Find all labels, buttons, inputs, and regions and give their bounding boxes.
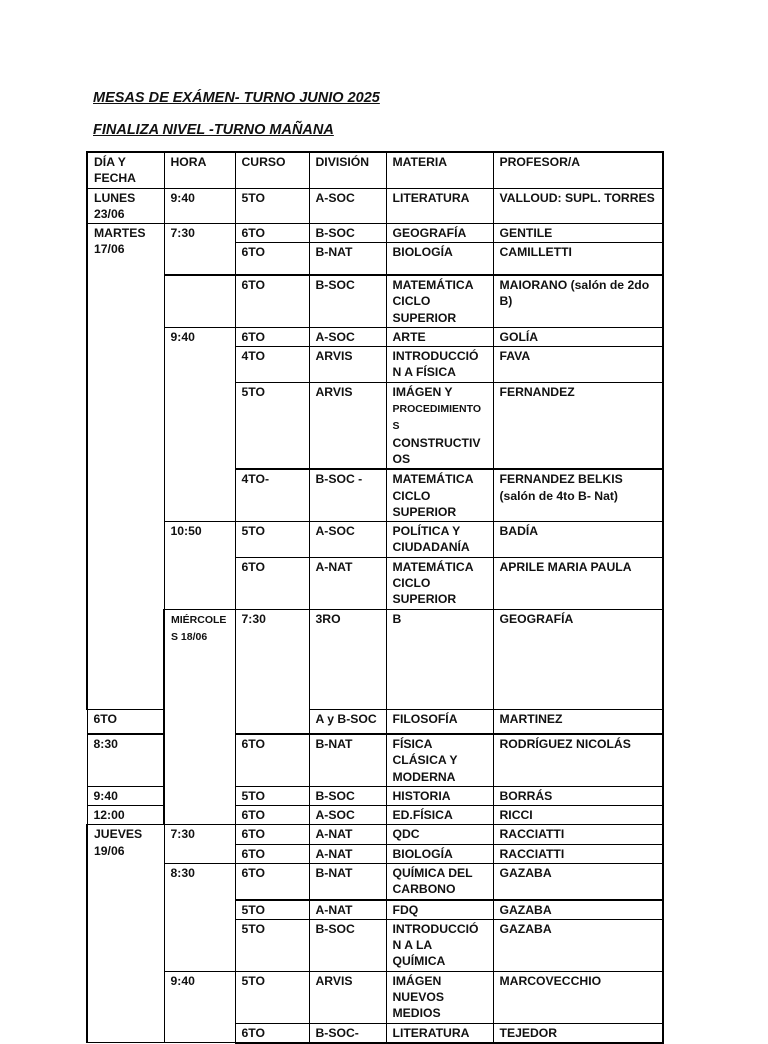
- header-cell-curso: CURSO: [235, 152, 309, 188]
- materia-cell: BIOLOGÍA: [386, 844, 493, 863]
- materia-cell: LITERATURA: [386, 1023, 493, 1043]
- division-cell: B-SOC-: [309, 1023, 386, 1043]
- materia-cell: IMÁGEN NUEVOS MEDIOS: [386, 971, 493, 1023]
- division-cell: B-SOC: [309, 919, 386, 971]
- curso-cell: 6TO: [235, 327, 309, 346]
- curso-cell: 5TO: [235, 522, 309, 558]
- division-cell: ARVIS: [309, 971, 386, 1023]
- division-cell: A y B-SOC: [309, 710, 386, 734]
- division-cell: A-SOC: [309, 327, 386, 346]
- curso-cell: 6TO: [235, 1023, 309, 1043]
- materia-cell: INTRODUCCIÓN A FÍSICA: [386, 347, 493, 383]
- division-cell: B-SOC: [309, 786, 386, 805]
- profesor-cell: BORRÁS: [493, 786, 663, 805]
- materia-cell: LITERATURA: [386, 188, 493, 224]
- header-cell-profesor: PROFESOR/A: [493, 152, 663, 188]
- materia-cell: ARTE: [386, 327, 493, 346]
- hora-cell: 9:40: [164, 188, 235, 224]
- curso-cell: 4TO: [235, 347, 309, 383]
- division-cell: A-NAT: [309, 825, 386, 844]
- curso-cell: 6TO: [235, 224, 309, 243]
- curso-cell: 5TO: [235, 188, 309, 224]
- curso-cell: 4TO-: [235, 469, 309, 521]
- hora-cell: 8:30: [164, 863, 235, 971]
- materia-cell: HISTORIA: [386, 786, 493, 805]
- day-name: MIÉRCOLES 18/06: [171, 613, 227, 643]
- division-cell: A-NAT: [309, 844, 386, 863]
- hora-cell: 9:40: [164, 971, 235, 1043]
- table-row: [87, 522, 663, 558]
- profesor-cell: APRILE MARIA PAULA: [493, 557, 663, 609]
- hora-cell: 7:30: [164, 224, 235, 275]
- profesor-cell: RODRÍGUEZ NICOLÁS: [493, 734, 663, 786]
- materia-cell: POLÍTICA Y CIUDADANÍA: [386, 522, 493, 558]
- curso-cell: 5TO: [235, 900, 309, 920]
- day-cell: [164, 609, 235, 825]
- materia-line: CONSTRUCTIVOS: [392, 435, 481, 466]
- materia-cell: [386, 382, 493, 469]
- materia-cell: MATEMÁTICA CICLO SUPERIOR: [386, 557, 493, 609]
- curso-cell: 5TO: [235, 786, 309, 805]
- table-row: [87, 275, 663, 327]
- division-cell: A-SOC: [309, 522, 386, 558]
- hora-cell: 7:30: [235, 609, 309, 734]
- day-cell: LUNES 23/06: [87, 188, 164, 224]
- day-cell: MARTES 17/06: [87, 224, 164, 710]
- division-cell: B: [386, 609, 493, 710]
- materia-line: PROCEDIMIENTOS: [392, 403, 481, 433]
- header-cell-dia-fecha: DÍA Y FECHA: [87, 152, 164, 188]
- curso-cell: 6TO: [235, 734, 309, 786]
- curso-cell: 3RO: [309, 609, 386, 710]
- division-cell: A-SOC: [309, 188, 386, 224]
- curso-cell: 6TO: [235, 243, 309, 275]
- hora-cell: 9:40: [87, 786, 164, 805]
- division-cell: B-NAT: [309, 734, 386, 786]
- hora-cell: 8:30: [87, 734, 164, 786]
- profesor-cell: GAZABA: [493, 919, 663, 971]
- curso-cell: 5TO: [235, 971, 309, 1023]
- table-row: [87, 825, 663, 844]
- materia-cell: GEOGRAFÍA: [386, 224, 493, 243]
- profesor-cell: FERNANDEZ BELKIS (salón de 4to B- Nat): [493, 469, 663, 521]
- curso-cell: 6TO: [235, 557, 309, 609]
- profesor-cell: MARCOVECCHIO: [493, 971, 663, 1023]
- curso-cell: 5TO: [235, 919, 309, 971]
- profesor-cell: RICCI: [493, 806, 663, 825]
- division-cell: B-SOC: [309, 224, 386, 243]
- curso-cell: 6TO: [87, 710, 164, 734]
- profesor-cell: RACCIATTI: [493, 844, 663, 863]
- table-row: [87, 971, 663, 1023]
- division-cell: ARVIS: [309, 382, 386, 469]
- curso-cell: 5TO: [235, 382, 309, 469]
- hora-cell: [164, 275, 235, 327]
- table-row: [87, 609, 663, 710]
- profesor-cell: FAVA: [493, 347, 663, 383]
- table-row: [87, 327, 663, 346]
- materia-cell: BIOLOGÍA: [386, 243, 493, 275]
- materia-cell: ED.FÍSICA: [386, 806, 493, 825]
- document-title: MESAS DE EXÁMEN- TURNO JUNIO 2025: [93, 90, 380, 106]
- division-cell: A-SOC: [309, 806, 386, 825]
- materia-cell: FÍSICA CLÁSICA Y MODERNA: [386, 734, 493, 786]
- materia-cell: MATEMÁTICA CICLO SUPERIOR: [386, 275, 493, 327]
- curso-cell: 6TO: [235, 825, 309, 844]
- curso-cell: 6TO: [235, 863, 309, 899]
- division-cell: B-NAT: [309, 243, 386, 275]
- profesor-cell: RACCIATTI: [493, 825, 663, 844]
- table-row: [87, 224, 663, 243]
- hora-cell: 10:50: [164, 522, 235, 609]
- exam-schedule-table: [86, 151, 664, 1044]
- materia-cell: QUÍMICA DEL CARBONO: [386, 863, 493, 899]
- division-cell: A-NAT: [309, 557, 386, 609]
- materia-cell: FDQ: [386, 900, 493, 920]
- curso-cell: 6TO: [235, 806, 309, 825]
- table-row: [87, 188, 663, 224]
- profesor-cell: GAZABA: [493, 900, 663, 920]
- header-cell-hora: HORA: [164, 152, 235, 188]
- profesor-cell: MARTINEZ: [493, 710, 663, 734]
- table-row: [87, 863, 663, 899]
- materia-cell: FILOSOFÍA: [386, 710, 493, 734]
- division-cell: B-SOC: [309, 275, 386, 327]
- day-cell: JUEVES 19/06: [87, 825, 164, 1043]
- curso-cell: 6TO: [235, 844, 309, 863]
- materia-line: IMÁGEN Y: [392, 384, 453, 399]
- header-cell-division: DIVISIÓN: [309, 152, 386, 188]
- materia-cell: QDC: [386, 825, 493, 844]
- division-cell: A-NAT: [309, 900, 386, 920]
- materia-cell: GEOGRAFÍA: [493, 609, 663, 710]
- header-cell-materia: MATERIA: [386, 152, 493, 188]
- curso-cell: 6TO: [235, 275, 309, 327]
- division-cell: B-NAT: [309, 863, 386, 899]
- division-cell: ARVIS: [309, 347, 386, 383]
- profesor-cell: TEJEDOR: [493, 1023, 663, 1043]
- profesor-cell: GOLÍA: [493, 327, 663, 346]
- profesor-cell: CAMILLETTI: [493, 243, 663, 275]
- document-subtitle: FINALIZA NIVEL -TURNO MAÑANA: [93, 122, 334, 138]
- profesor-cell: VALLOUD: SUPL. TORRES: [493, 188, 663, 224]
- table-header-row: [87, 152, 663, 188]
- hora-cell: 12:00: [87, 806, 164, 825]
- materia-cell: INTRODUCCIÓN A LA QUÍMICA: [386, 919, 493, 971]
- profesor-cell: BADÍA: [493, 522, 663, 558]
- profesor-cell: FERNANDEZ: [493, 382, 663, 469]
- profesor-cell: GAZABA: [493, 863, 663, 899]
- profesor-cell: GENTILE: [493, 224, 663, 243]
- materia-cell: MATEMÁTICA CICLO SUPERIOR: [386, 469, 493, 521]
- profesor-cell: MAIORANO (salón de 2do B): [493, 275, 663, 327]
- division-cell: B-SOC -: [309, 469, 386, 521]
- hora-cell: 7:30: [164, 825, 235, 864]
- hora-cell: 9:40: [164, 327, 235, 521]
